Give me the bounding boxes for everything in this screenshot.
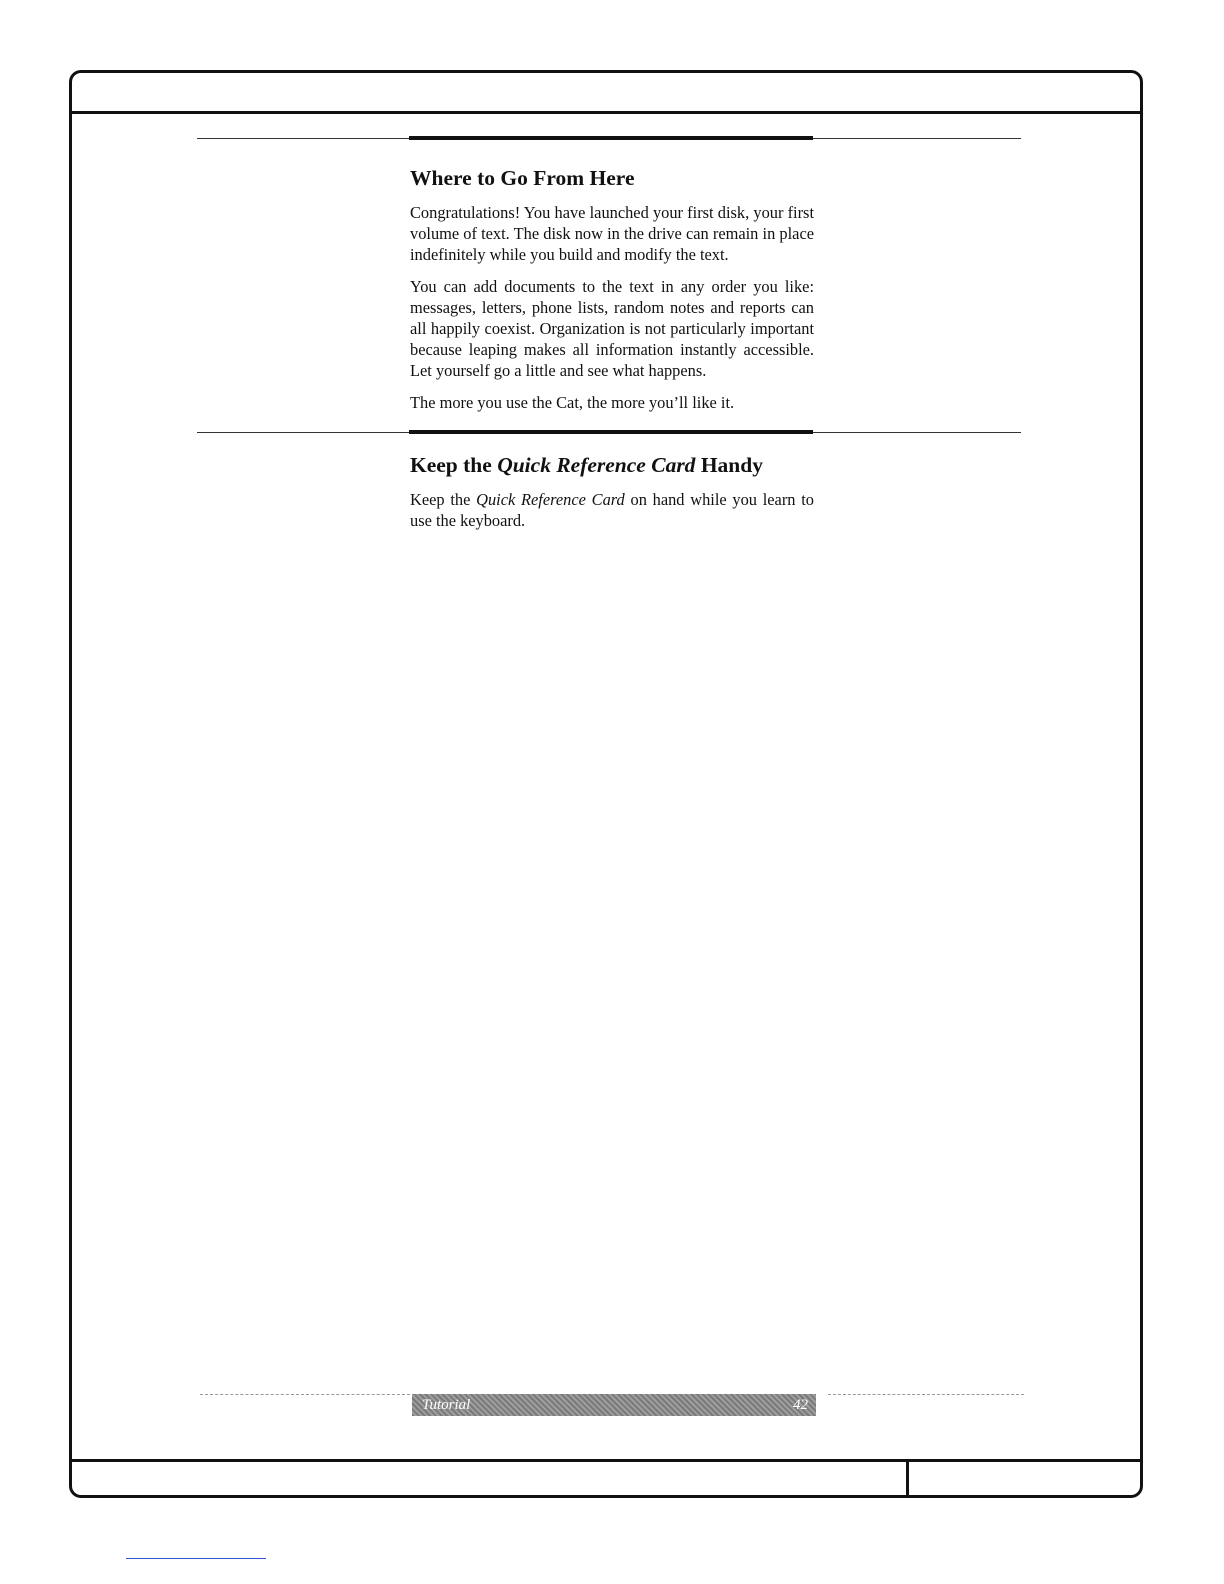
footer-rule-left: [200, 1394, 410, 1395]
heading-italic-text: Quick Reference Card: [497, 453, 696, 477]
paragraph: Congratulations! You have launched your first disk, your first volume of text. The disk now in the drive can remain in place indefinitely while you build and modify the text.: [410, 203, 814, 265]
frame-top-bar: [72, 111, 1140, 114]
section-quick-reference: [410, 451, 814, 541]
rule-thick-line: [409, 430, 813, 434]
section-where-to-go: [410, 164, 814, 423]
section-heading: Where to Go From Here: [410, 166, 635, 190]
paragraph-text: Keep the: [410, 490, 477, 509]
paragraph: You can add documents to the text in any order you like: messages, letters, phone lists, random notes and reports can all happily coexist. Organization is not particularly important because leaping makes all information instantly accessible. Let yourself go a little and see what happens.: [410, 276, 814, 381]
bottom-underline-mark: [126, 1558, 266, 1559]
paragraph: [410, 489, 814, 531]
footer-bar: [412, 1394, 816, 1416]
page-number: 42: [793, 1397, 808, 1413]
footer-label: Tutorial: [422, 1397, 471, 1413]
frame-bottom-divider: [906, 1459, 909, 1495]
section-rule: [197, 136, 1021, 142]
footer-rule-right: [828, 1394, 1024, 1395]
section-rule: [197, 430, 1021, 436]
heading-text: Handy: [695, 453, 763, 477]
heading-text: Keep the: [410, 453, 498, 477]
paragraph: The more you use the Cat, the more you’ll like it.: [410, 392, 735, 412]
paragraph-italic-text: Quick Reference Card: [476, 490, 625, 509]
section-heading: [410, 451, 814, 479]
rule-thick-line: [409, 136, 813, 140]
paragraph-text: on hand while you learn to use the keyboard.: [410, 490, 814, 531]
frame-bottom-bar: [72, 1459, 1140, 1462]
